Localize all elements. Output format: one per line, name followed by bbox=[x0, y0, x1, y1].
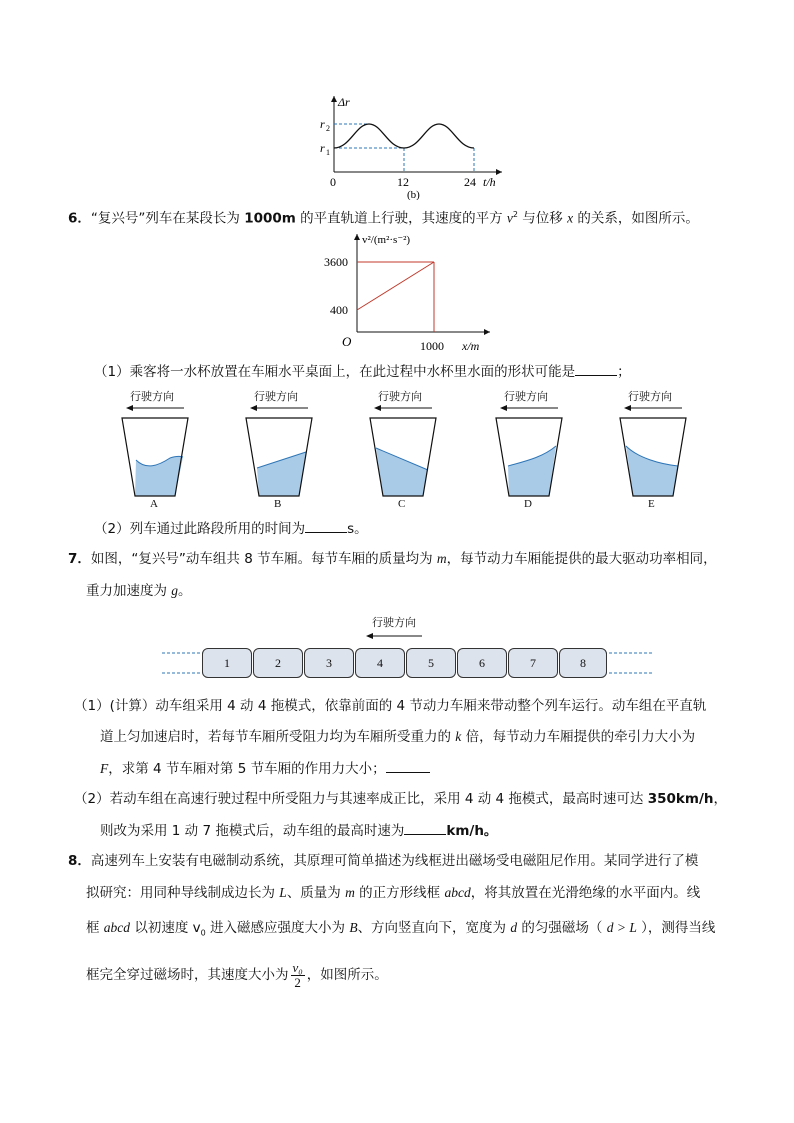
fig-b-y-label: Δr bbox=[338, 95, 350, 109]
direction-arrow-icon bbox=[624, 404, 684, 412]
cup-option-c bbox=[362, 386, 442, 514]
fig-b-r1: r bbox=[320, 141, 325, 155]
q7-part1-blank[interactable] bbox=[386, 760, 430, 773]
train-car: 8 bbox=[559, 648, 607, 678]
direction-arrow-icon bbox=[374, 404, 434, 412]
fig-b-caption: (b) bbox=[407, 189, 420, 200]
q6-graph-origin: O bbox=[342, 334, 352, 349]
cup-d-icon bbox=[494, 416, 564, 498]
train-car: 3 bbox=[304, 648, 354, 678]
cup-a-icon bbox=[120, 416, 190, 498]
direction-label: 行驶方向 bbox=[130, 390, 174, 403]
cup-b-label: B bbox=[274, 498, 282, 510]
q7-direction-arrow-icon bbox=[366, 632, 424, 640]
cup-option-e bbox=[612, 386, 692, 514]
fig-b-x12: 12 bbox=[397, 175, 409, 189]
cup-c-label: C bbox=[398, 498, 406, 510]
fig-b-x0: 0 bbox=[330, 175, 336, 189]
direction-label: 行驶方向 bbox=[378, 390, 422, 403]
q6-sub1: （1）乘客将一水杯放置在车厢水平桌面上，在此过程中水杯里水面的形状可能是 ； bbox=[94, 364, 631, 380]
q6-number: 6． bbox=[68, 210, 91, 227]
q6-cup-options bbox=[0, 386, 794, 514]
q7-stem-line1: 7．如图，“复兴号”动车组共 8 节车厢。每节车厢的质量均为 m，每节动力车厢能提供的最大驱动功率相同， bbox=[68, 551, 717, 567]
fig-b-x-unit: t/h bbox=[483, 175, 496, 189]
q8-line4: 框完全穿过磁场时，其速度大小为 $\frac{\text{v₀}}{2}$ ，如图所示。 bbox=[86, 959, 388, 990]
q7-part2-line2: 则改为采用 1 动 7 拖模式后，动车组的最高时速为 km/h。 bbox=[100, 823, 498, 839]
q6-graph-x-label: x/m bbox=[462, 339, 480, 353]
train-car: 1 bbox=[202, 648, 252, 678]
q8-line3: 框 abcd 以初速度 $v_0$ 进入磁感应强度大小为 B、方向竖直向下，宽度为 d 的匀强磁场（ d > L ），测得当线 bbox=[86, 920, 716, 938]
q7-direction-label: 行驶方向 bbox=[372, 616, 416, 629]
q6-sub2-blank[interactable] bbox=[305, 520, 347, 533]
fig-b-x24: 24 bbox=[464, 175, 476, 189]
figure-b-graph bbox=[310, 92, 510, 200]
cup-c-icon bbox=[368, 416, 438, 498]
q6-stem: 6．“复兴号”列车在某段长为 1000m 的平直轨道上行驶，其速度的平方 $v^2$ 与位移 x 的关系，如图所示。 bbox=[68, 210, 699, 227]
train-car: 7 bbox=[508, 648, 558, 678]
direction-arrow-icon bbox=[250, 404, 310, 412]
q6-sub1-blank[interactable] bbox=[575, 363, 617, 376]
q8-number: 8． bbox=[68, 853, 91, 869]
q6-graph-x-1000: 1000 bbox=[420, 339, 444, 353]
cup-e-icon bbox=[618, 416, 688, 498]
cup-option-d bbox=[488, 386, 568, 514]
train-car: 5 bbox=[406, 648, 456, 678]
q6-graph-y-3600: 3600 bbox=[324, 255, 348, 269]
direction-label: 行驶方向 bbox=[504, 390, 548, 403]
q6-graph-y-label: v²/(m²·s⁻²) bbox=[362, 234, 411, 246]
q6-velocity-graph bbox=[320, 228, 500, 356]
q7-part1-line1: （1）(计算）动车组采用 4 动 4 拖模式，依靠前面的 4 节动力车厢来带动整个列车运行。动车组在平直轨 bbox=[74, 698, 707, 714]
velocity-fraction: $\frac{\text{v₀}}{2}$ bbox=[292, 959, 303, 990]
q8-line1: 8．高速列车上安装有电磁制动系统，其原理可简单描述为线框进出磁场受电磁阻尼作用。某同学进行了模 bbox=[68, 853, 699, 869]
q7-part2-blank[interactable] bbox=[404, 822, 446, 835]
direction-label: 行驶方向 bbox=[254, 390, 298, 403]
cup-a-label: A bbox=[150, 498, 158, 510]
track-left bbox=[162, 650, 206, 676]
q6-sub2: （2）列车通过此路段所用的时间为 s。 bbox=[94, 521, 368, 537]
q6-graph-y-400: 400 bbox=[330, 303, 348, 317]
q7-number: 7． bbox=[68, 551, 91, 567]
q7-part1-line2: 道上匀加速启时，若每节车厢所受阻力均为车厢所受重力的 k 倍，每节动力车厢提供的牵引力大小为 bbox=[100, 729, 696, 745]
fig-b-r2-sub: 2 bbox=[326, 124, 330, 133]
fig-b-r1-sub: 1 bbox=[326, 148, 330, 157]
train-car: 4 bbox=[355, 648, 405, 678]
cup-e-label: E bbox=[648, 498, 655, 510]
fig-b-r2: r bbox=[320, 117, 325, 131]
train-car: 2 bbox=[253, 648, 303, 678]
track-right bbox=[604, 650, 652, 676]
q7-part2-line1: （2）若动车组在高速行驶过程中所受阻力与其速率成正比，采用 4 动 4 拖模式，最高时速可达 350km/h， bbox=[74, 791, 728, 807]
q8-line2: 拟研究：用同种导线制成边长为 L、质量为 m 的正方形线框 abcd，将其放置在光滑绝缘的水平面内。线 bbox=[86, 885, 701, 901]
q7-part1-line3: F，求第 4 节车厢对第 5 节车厢的作用力大小； bbox=[100, 760, 430, 778]
train-car: 6 bbox=[457, 648, 507, 678]
cup-d-label: D bbox=[524, 498, 532, 510]
cup-option-a bbox=[114, 386, 194, 514]
cup-option-b bbox=[238, 386, 318, 514]
direction-arrow-icon bbox=[126, 404, 186, 412]
direction-label: 行驶方向 bbox=[628, 390, 672, 403]
direction-arrow-icon bbox=[500, 404, 560, 412]
cup-b-icon bbox=[244, 416, 314, 498]
q7-stem-line2: 重力加速度为 g。 bbox=[86, 583, 192, 599]
